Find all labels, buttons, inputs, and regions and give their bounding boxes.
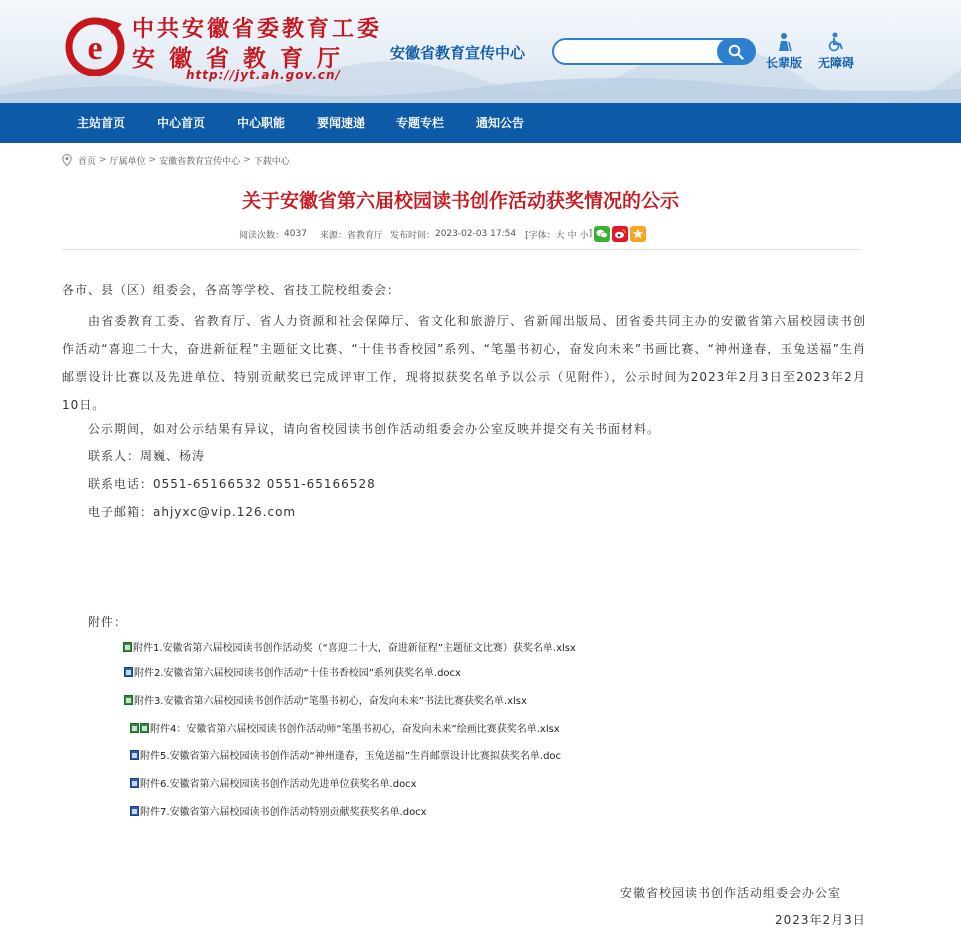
article-title: 关于安徽省第六届校园读书创作活动获奖情况的公示 [241, 190, 679, 212]
attachment-text[interactable]: 附件3.安徽省第六届校园读书创作活动“笔墨书初心，奋发向未来”书法比赛获奖名单.xlsx [134, 696, 527, 707]
attachment-text[interactable]: 附件4：安徽省第六届校园读书创作活动师“笔墨书初心，奋发向未来”绘画比赛获奖名单.xlsx [150, 724, 560, 735]
article-meta [239, 226, 646, 242]
contact-person: 联系人：周巍、杨涛 [88, 449, 206, 463]
favorite-icon [632, 228, 644, 240]
docx-file-icon [130, 778, 139, 788]
attachment-link-3[interactable] [124, 692, 527, 707]
share-weibo-button[interactable] [612, 226, 628, 242]
source-label: 来源： [319, 230, 347, 241]
elder-mode-label: 长辈版 [765, 56, 802, 70]
font-size-label: [字体： [525, 230, 556, 241]
share-wechat-button[interactable] [594, 226, 610, 242]
attachment-text[interactable]: 附件5.安徽省第六届校园读书创作活动“神州逢春，玉兔送福”生肖邮票设计比赛拟获奖名单.doc [140, 751, 562, 762]
docx-file-icon [130, 806, 139, 816]
attachment-text[interactable]: 附件1.安徽省第六届校园读书创作活动奖（“喜迎二十大，奋进新征程”主题征文比赛）获奖名单.xlsx [133, 643, 576, 654]
org-name-line1[interactable]: 中共安徽省委教育工委 [132, 17, 383, 42]
nav-item-notices[interactable]: 通知公告 [476, 116, 525, 130]
breadcrumb-separator: > [243, 155, 251, 165]
accessibility-label: 无障碍 [817, 56, 854, 70]
xlsx-file-icon [140, 723, 149, 733]
font-size-small[interactable]: 小 [579, 230, 589, 241]
elder-mode-link[interactable] [760, 32, 808, 71]
publish-time: 2023-02-03 17:54 [434, 229, 517, 239]
nav-item-news[interactable]: 要闻速递 [317, 116, 366, 130]
search-icon [728, 44, 744, 60]
site-url: http://jyt.ah.gov.cn/ [186, 68, 341, 82]
attachment-text[interactable]: 附件6.安徽省第六届校园读书创作活动先进单位获奖名单.docx [140, 779, 417, 790]
location-pin-icon [62, 154, 72, 166]
source-value: 省教育厅 [346, 230, 383, 241]
signature-date: 2023年2月3日 [775, 913, 866, 927]
main-nav [0, 103, 961, 143]
body-paragraph-1: 由省委教育工委、省教育厅、省人力资源和社会保障厅、省文化和旅游厅、省新闻出版局、团省委共同主办的安徽省第六届校园读书创作活动“喜迎二十大，奋进新征程”主题征文比赛、“十佳书香校园”系列、“笔墨书初心，奋发向未来”书画比赛、“神州逢春，玉兔送福”生肖邮票设计比赛以及先进单位、特别贡献奖已完成评审工作，现将拟获奖名单予以公示（见附件），公示时间为2023年2月3日至2023年2月10日。 [62, 314, 866, 412]
attachment-link-6[interactable] [130, 775, 417, 790]
attachment-link-1[interactable] [123, 639, 576, 654]
favorite-button[interactable] [630, 226, 646, 242]
body-paragraph-2: 公示期间，如对公示结果有异议，请向省校园读书创作活动组委会办公室反映并提交有关书面材料。 [88, 422, 661, 436]
attachment-link-4[interactable] [130, 720, 560, 735]
xlsx-file-icon [124, 695, 133, 705]
docx-file-icon [124, 667, 133, 677]
elder-icon [774, 32, 794, 52]
site-subtitle: 安徽省教育宣传中心 [390, 44, 526, 62]
attachment-text[interactable]: 附件2.安徽省第六届校园读书创作活动“十佳书香校园”系列获奖名单.docx [134, 668, 461, 679]
salutation: 各市、县（区）组委会，各高等学校、省技工院校组委会： [62, 283, 401, 297]
font-size-large[interactable]: 大 [555, 230, 565, 241]
weibo-icon [614, 229, 626, 239]
nav-item-center-home[interactable]: 中心首页 [157, 116, 206, 130]
nav-item-functions[interactable]: 中心职能 [237, 116, 286, 130]
logo-mark-icon[interactable] [64, 14, 126, 76]
views-label: 阅读次数： [239, 230, 285, 241]
breadcrumb [62, 153, 290, 167]
font-size-medium[interactable]: 中 [567, 230, 577, 241]
nav-item-topics[interactable]: 专题专栏 [396, 116, 445, 130]
breadcrumb-units[interactable]: 厅属单位 [109, 156, 146, 167]
contact-phone: 联系电话：0551-65166532 0551-65166528 [88, 477, 376, 491]
attachment-link-7[interactable] [130, 803, 427, 818]
xlsx-file-icon [130, 723, 139, 733]
meta-divider [62, 249, 862, 250]
time-label: 发布时间： [389, 230, 435, 241]
attachments-label: 附件： [88, 615, 128, 629]
docx-file-icon [130, 750, 139, 760]
site-header [0, 0, 961, 103]
breadcrumb-download[interactable]: 下载中心 [253, 156, 290, 167]
contact-email: 电子邮箱：ahjyxc@vip.126.com [88, 505, 297, 519]
wechat-icon [596, 229, 608, 239]
attachment-text[interactable]: 附件7.安徽省第六届校园读书创作活动特别贡献奖获奖名单.docx [140, 807, 427, 818]
attachment-link-5[interactable] [130, 747, 561, 762]
signature-org: 安徽省校园读书创作活动组委会办公室 [620, 886, 842, 900]
breadcrumb-home[interactable]: 首页 [78, 156, 97, 167]
accessibility-link[interactable] [812, 32, 860, 71]
font-size-close: ] [588, 229, 593, 239]
nav-item-main-home[interactable]: 主站首页 [77, 116, 126, 130]
breadcrumb-separator: > [148, 155, 157, 165]
svg-text:e: e [87, 30, 103, 67]
accessibility-icon [826, 32, 846, 52]
search-box [552, 38, 756, 65]
xlsx-file-icon [123, 642, 132, 652]
views-count: 4037 [284, 229, 307, 239]
attachment-link-2[interactable] [124, 664, 461, 679]
breadcrumb-separator: > [99, 155, 107, 165]
search-button[interactable] [717, 38, 755, 65]
org-name-line2[interactable]: 安徽省教育厅 [132, 46, 354, 72]
breadcrumb-center[interactable]: 安徽省教育宣传中心 [159, 156, 241, 167]
search-input[interactable] [564, 43, 714, 60]
